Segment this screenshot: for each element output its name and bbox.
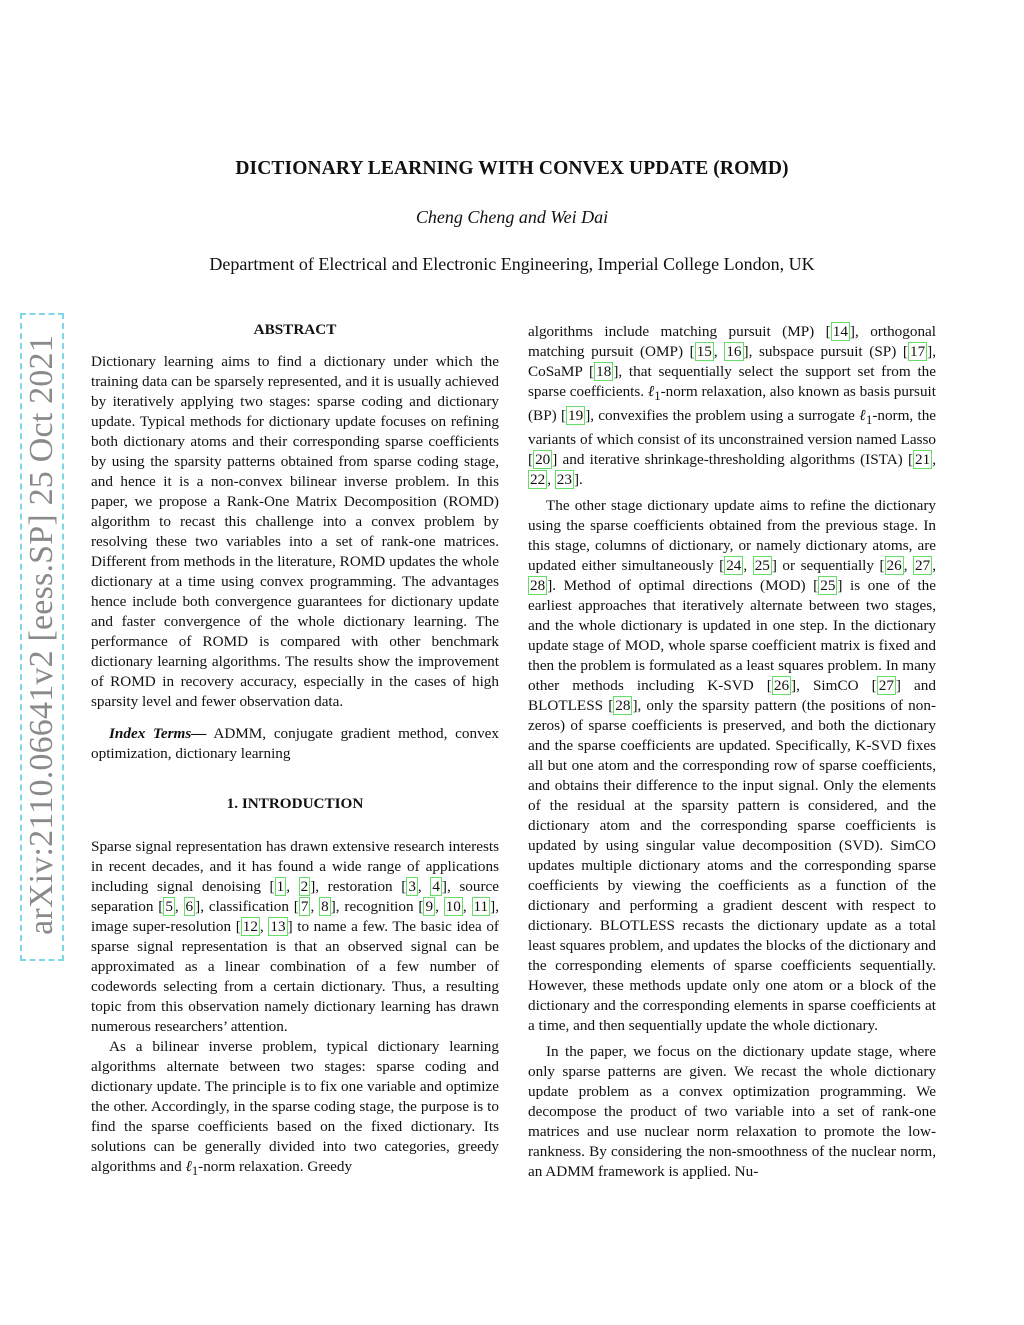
abstract-text: Dictionary learning aims to find a dictionary under which the training data can be sparsely represented, and it is usually achieved by iteratively applying two stages: sparse coding and dictionary update. Typical methods for dictionary update focuses on refining both dictionary atoms and their corresponding sparse coefficients by using the sparsity patterns obtained from sparse coding stage, and hence it is a non-convex bilinear inverse problem. In this paper, we propose a Rank-One Matrix Decomposition (ROMD) algorithm to recast this challenge into a convex problem by resolving these two variables into a set of rank-one matrices. Different from methods in the literature, ROMD updates the whole dictionary at a time using convex programming. The advantages hence include both convergence guarantees for dictionary update and faster convergence of the whole dictionary learning. The performance of ROMD is compared with other benchmark dictionary learning algorithms. The results show the improvement of ROMD in recovery accuracy, especially in the cases of high sparsity level and fewer observation data. xyxy=(91,353,499,710)
citation-link[interactable]: 12 xyxy=(242,918,258,935)
ell-symbol: ℓ xyxy=(647,383,655,400)
index-terms-text: ADMM, conjugate gradient method, convex optimization, dictionary learning xyxy=(91,725,499,762)
citation-link[interactable]: 25 xyxy=(820,577,836,595)
citation-link[interactable]: 9 xyxy=(425,898,434,915)
citation-link[interactable]: 25 xyxy=(754,557,770,575)
citation-link[interactable]: 1 xyxy=(276,878,285,895)
citation-link[interactable]: 14 xyxy=(832,323,848,340)
right-paragraph-1: algorithms include matching pursuit (MP) [ 14 ], orthogonal matching pursuit (OMP) [ 15 , 16 ], subspace pursuit (SP) [ 17 ], CoSaMP [ 18 ], that sequentially select the support set from the sparse coefficients. ℓ$_1$-norm relaxation, also known as basis pursuit (BP) [ 19 ], convexifies the problem using a surrogate ℓ$_1$-norm, the variants of which consist of its unconstrained version named Lasso [ 20 ] and iterative shrinkage-thresholding algorithms (ISTA) [ 21 , 22 , 23 ]. xyxy=(528,323,937,489)
intro-paragraph-2: As a bilinear inverse problem, typical dictionary learning algorithms alternate between two stages: sparse coding and dictionary update. The principle is to fix one variable and optimize the other. Accordingly, in the sparse coding stage, the purpose is to find the sparse coefficients based on the fixed dictionary. Its solutions can be generally divided into two categories, greedy algorithms and ℓ$_1$-norm relaxation. Greedy xyxy=(91,1038,499,1179)
citation-link[interactable]: 19 xyxy=(568,407,584,425)
right-paragraph-2: The other stage dictionary update aims to refine the dictionary using the sparse coefficients obtained from the previous stage. In this stage, columns of dictionary, or namely dictionary atoms, are updated either simultaneously [ 24 , 25 ] or sequentially [ 26 , 27 , 28 ]. Method of optimal directions (MOD) [ 25 ] is one of the earliest approaches that iteratively alternate between two stages, and the whole dictionary is updated in one step. In the dictionary update stage of MOD, whole sparse coefficient matrix is fixed and then the problem is formulated as a least squares problem. In many other methods including K-SVD [ 26 ], SimCO [ 27 ] and BLOTLESS [ 28 ], only the sparsity pattern (the positions of non-zeros) of sparse coefficients is preserved, and both the dictionary and the sparse coefficients are updated. Specifically, K-SVD fixes all but one atom and the corresponding row of sparse coefficients, and obtains their difference to the input signal. Only the elements of the residual at the sparsity pattern is considered, and the dictionary atom and the corresponding sparse coefficients is updated by using singular value decomposition (SVD). SimCO updates multiple dictionary atoms and the corresponding sparse coefficients by viewing the coefficients as a function of the dictionary and performing a gradient descent with respect to dictionary. BLOTLESS recasts the dictionary update as a total least squares problem, and updates the blocks of the dictionary and the corresponding elements of sparse coefficients sequentially. However, these methods update only one atom or a block of the dictionary and the corresponding elements in sparse coefficients at a time, and then sequentially update the whole dictionary. xyxy=(528,497,937,1035)
citation-link[interactable]: 22 xyxy=(530,471,546,489)
abstract-heading: ABSTRACT xyxy=(253,321,337,338)
citation-link[interactable]: 26 xyxy=(886,557,902,575)
citation-link[interactable]: 3 xyxy=(408,878,416,895)
ell-subscript: 1 xyxy=(654,389,661,404)
citation-link[interactable]: 6 xyxy=(185,898,194,915)
citation-link[interactable]: 2 xyxy=(300,878,309,895)
citation-link[interactable]: 27 xyxy=(878,677,894,695)
ell-subscript: 1 xyxy=(191,1164,199,1179)
paper-authors: Cheng Cheng and Wei Dai xyxy=(415,207,609,227)
left-column xyxy=(91,320,499,1181)
arxiv-identifier[interactable]: arXiv:2110.06641v2 [eess.SP] 25 Oct 2021 xyxy=(23,335,60,935)
citation-link[interactable]: 21 xyxy=(915,451,931,469)
right-paragraph-3: In the paper, we focus on the dictionary update stage, where only sparse patterns are given. We recast the whole dictionary update problem as a convex optimization programming. We decompose the product of two variable into a set of rank-one matrices and use nuclear norm relaxation to promote the low-rankness. By considering the non-smoothness of the nuclear norm, an ADMM framework is applied. Nu- xyxy=(528,1043,936,1181)
citation-link[interactable]: 5 xyxy=(165,898,173,915)
citation-link[interactable]: 23 xyxy=(556,471,572,489)
citation-link[interactable]: 20 xyxy=(535,451,551,469)
index-terms xyxy=(91,724,499,764)
citation-link[interactable]: 4 xyxy=(432,878,440,895)
intro-heading: 1. INTRODUCTION xyxy=(226,795,364,812)
ell-symbol: ℓ xyxy=(859,407,866,425)
intro-paragraph-1: Sparse signal representation has drawn extensive research interests in recent decades, and it has found a wide range of applications including signal denoising [ 1 , 2 ], restoration [ 3 , 4 ], source separation [ 5 , 6 ], classification [ 7 , 8 ], recognition [ 9 , 10 , 11 ], image super-resolution [ 12 , 13 ] to name a few. The basic idea of sparse signal representation is that an observed signal can be approximated as a linear combination of a few number of codewords selecting from a certain dictionary. Thus, a resulting topic from this observation namely dictionary learning has drawn numerous researchers’ attention. xyxy=(91,838,500,1035)
right-column xyxy=(528,322,936,1182)
citation-link[interactable]: 15 xyxy=(696,343,712,360)
citation-link[interactable]: 16 xyxy=(726,343,742,360)
citation-link[interactable]: 10 xyxy=(445,898,461,915)
paper-affiliation: Department of Electrical and Electronic Engineering, Imperial College London, UK xyxy=(209,254,815,274)
citation-link[interactable]: 28 xyxy=(530,577,546,595)
ell-subscript: 1 xyxy=(865,413,873,428)
citation-link[interactable]: 13 xyxy=(270,918,286,935)
index-terms-label: Index Terms— xyxy=(109,725,207,742)
citation-link[interactable]: 28 xyxy=(615,697,631,715)
paper-title: DICTIONARY LEARNING WITH CONVEX UPDATE (ROMD) xyxy=(235,158,789,179)
citation-link[interactable]: 11 xyxy=(473,898,489,915)
ell-symbol: ℓ xyxy=(185,1158,192,1175)
citation-link[interactable]: 24 xyxy=(726,557,742,575)
citation-link[interactable]: 26 xyxy=(773,677,790,695)
citation-link[interactable]: 27 xyxy=(915,557,931,575)
citation-link[interactable]: 7 xyxy=(300,898,309,915)
citation-link[interactable]: 18 xyxy=(596,363,612,380)
citation-link[interactable]: 17 xyxy=(909,343,926,360)
citation-link[interactable]: 8 xyxy=(321,898,329,915)
